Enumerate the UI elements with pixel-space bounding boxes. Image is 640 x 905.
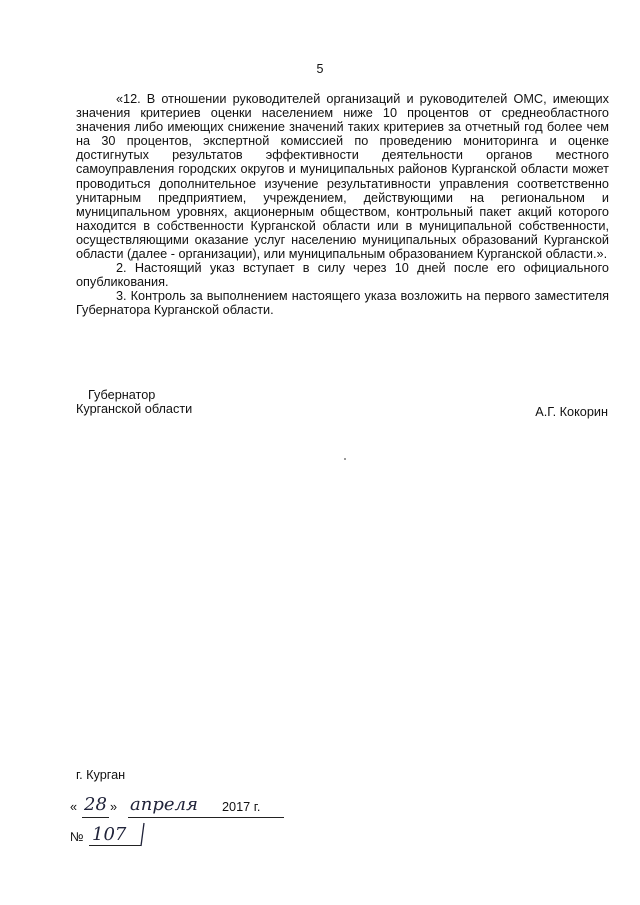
date-day-handwritten: 28 bbox=[84, 794, 107, 815]
number-handwritten: 107 bbox=[92, 824, 127, 845]
date-line bbox=[70, 796, 290, 820]
date-day-underline bbox=[82, 817, 109, 818]
page-number: 5 bbox=[316, 62, 324, 76]
date-year: 2017 г. bbox=[222, 800, 261, 814]
number-label: № bbox=[70, 830, 84, 844]
scan-speck bbox=[344, 458, 346, 460]
decree-body bbox=[76, 92, 609, 318]
paragraph-clause-2: 2. Настоящий указ вступает в силу через 10 дней после его официального опубликования. bbox=[76, 261, 609, 290]
signatory-title-line1: Губернатор bbox=[88, 388, 156, 402]
signatory-title bbox=[76, 388, 192, 416]
number-line bbox=[70, 824, 160, 852]
date-open-quote: « bbox=[70, 800, 78, 814]
handwritten-stroke-icon bbox=[136, 822, 148, 848]
signatory-name: А.Г. Кокорин bbox=[535, 405, 608, 419]
paragraph-clause-12: «12. В отношении руководителей организаций и руководителей ОМС, имеющих значения критериев оценки населением ниже 10 процентов от среднеобластного значения либо имеющих снижение значений таких критериев за отчетный год более чем на 30 процентов, экспертной комиссией по проведению мониторинга и оценке достигнутых результатов эффективности деятельности органов местного самоуправления городских округов и муниципальных районов Курганской области может проводиться дополнительное изучение результативности управления соответственно унитарным предприятием, учреждением, действующими на региональном и муниципальном уровнях, акционерным обществом, контрольный пакет акций которого находится в собственности Курганской области или в муниципальной собственности, осуществляющими оказание услуг населению муниципальных образований Курганской области (далее - организации), или муниципальным образованием Курганской области.». bbox=[76, 92, 609, 262]
signatory-title-line2: Курганской области bbox=[76, 402, 193, 417]
date-month-underline bbox=[128, 817, 284, 818]
date-close-quote: » bbox=[110, 800, 118, 814]
number-underline bbox=[89, 845, 141, 846]
paragraph-clause-3: 3. Контроль за выполнением настоящего указа возложить на первого заместителя Губернатора Курганской области. bbox=[76, 289, 609, 318]
city-label: г. Курган bbox=[76, 768, 126, 782]
date-month-handwritten: апреля bbox=[130, 794, 198, 815]
